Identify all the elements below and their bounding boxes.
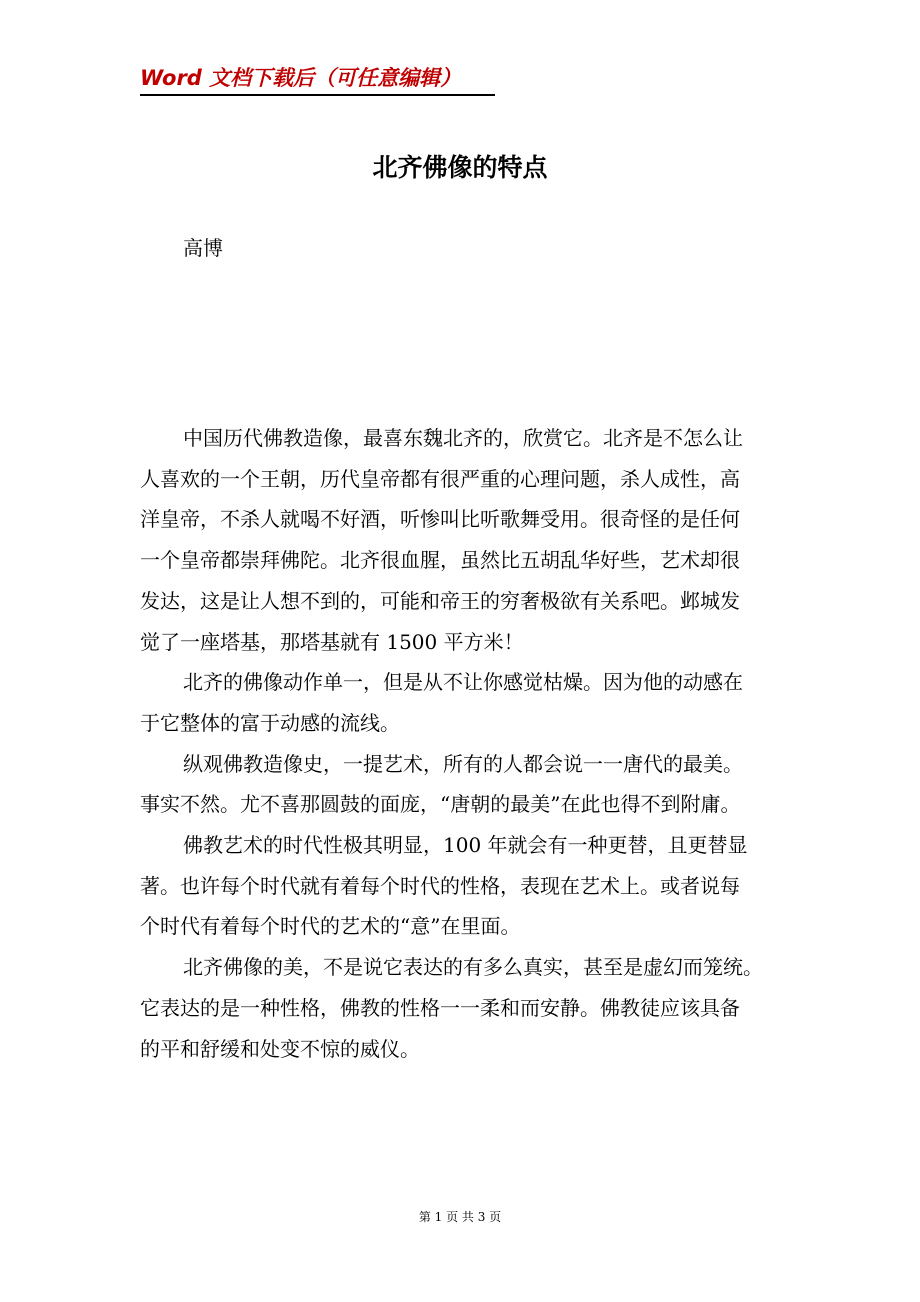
- text-line: 著。也许每个时代就有着每个时代的性格，表现在艺术上。或者说每: [140, 873, 740, 898]
- paragraph: [140, 418, 810, 662]
- text-line: 洋皇帝，不杀人就喝不好酒，听惨叫比听歌舞受用。很奇怪的是任何: [140, 507, 740, 532]
- text-line: 一个皇帝都崇拜佛陀。北齐很血腥，虽然比五胡乱华好些，艺术却很: [140, 548, 740, 573]
- paragraph: [140, 662, 810, 743]
- text-line: 于它整体的富于动感的流线。: [140, 710, 400, 735]
- text-line: 人喜欢的一个王朝，历代皇帝都有很严重的心理问题，杀人成性，高: [140, 466, 740, 491]
- text-line: 觉了一座塔基，那塔基就有 1500 平方米！: [140, 629, 524, 654]
- header-text: Word 文档下载后（可任意编辑）: [140, 66, 462, 90]
- text-line: 它表达的是一种性格，佛教的性格一一柔和而安静。佛教徒应该具备: [140, 995, 740, 1020]
- text-line: 纵观佛教造像史，一提艺术，所有的人都会说一一唐代的最美。: [183, 751, 743, 776]
- text-line: 的平和舒缓和处变不惊的威仪。: [140, 1036, 420, 1061]
- download-header: [140, 62, 495, 96]
- document-title: 北齐佛像的特点: [372, 153, 548, 182]
- text-line: 北齐佛像的美，不是说它表达的有多么真实，甚至是虚幻而笼统。: [183, 955, 763, 980]
- text-line: 事实不然。尤不喜那圆鼓的面庞，“唐朝的最美”在此也得不到附庸。: [140, 792, 741, 817]
- paragraph: [140, 947, 810, 1069]
- text-line: 中国历代佛教造像，最喜东魏北齐的，欣赏它。北齐是不怎么让: [183, 426, 743, 450]
- text-line: 个时代有着每个时代的艺术的“意”在里面。: [140, 914, 521, 939]
- author-name: 高博: [183, 236, 223, 260]
- document-body: [140, 418, 810, 1069]
- paragraph: [140, 825, 810, 947]
- paragraph: [140, 744, 810, 825]
- text-line: 佛教艺术的时代性极其明显，100 年就会有一种更替，且更替显: [183, 833, 748, 858]
- text-line: 北齐的佛像动作单一，但是从不让你感觉枯燥。因为他的动感在: [183, 670, 743, 695]
- page-number-footer: 第 1 页 共 3 页: [418, 1210, 502, 1224]
- text-line: 发达，这是让人想不到的，可能和帝王的穷奢极欲有关系吧。邺城发: [140, 588, 740, 613]
